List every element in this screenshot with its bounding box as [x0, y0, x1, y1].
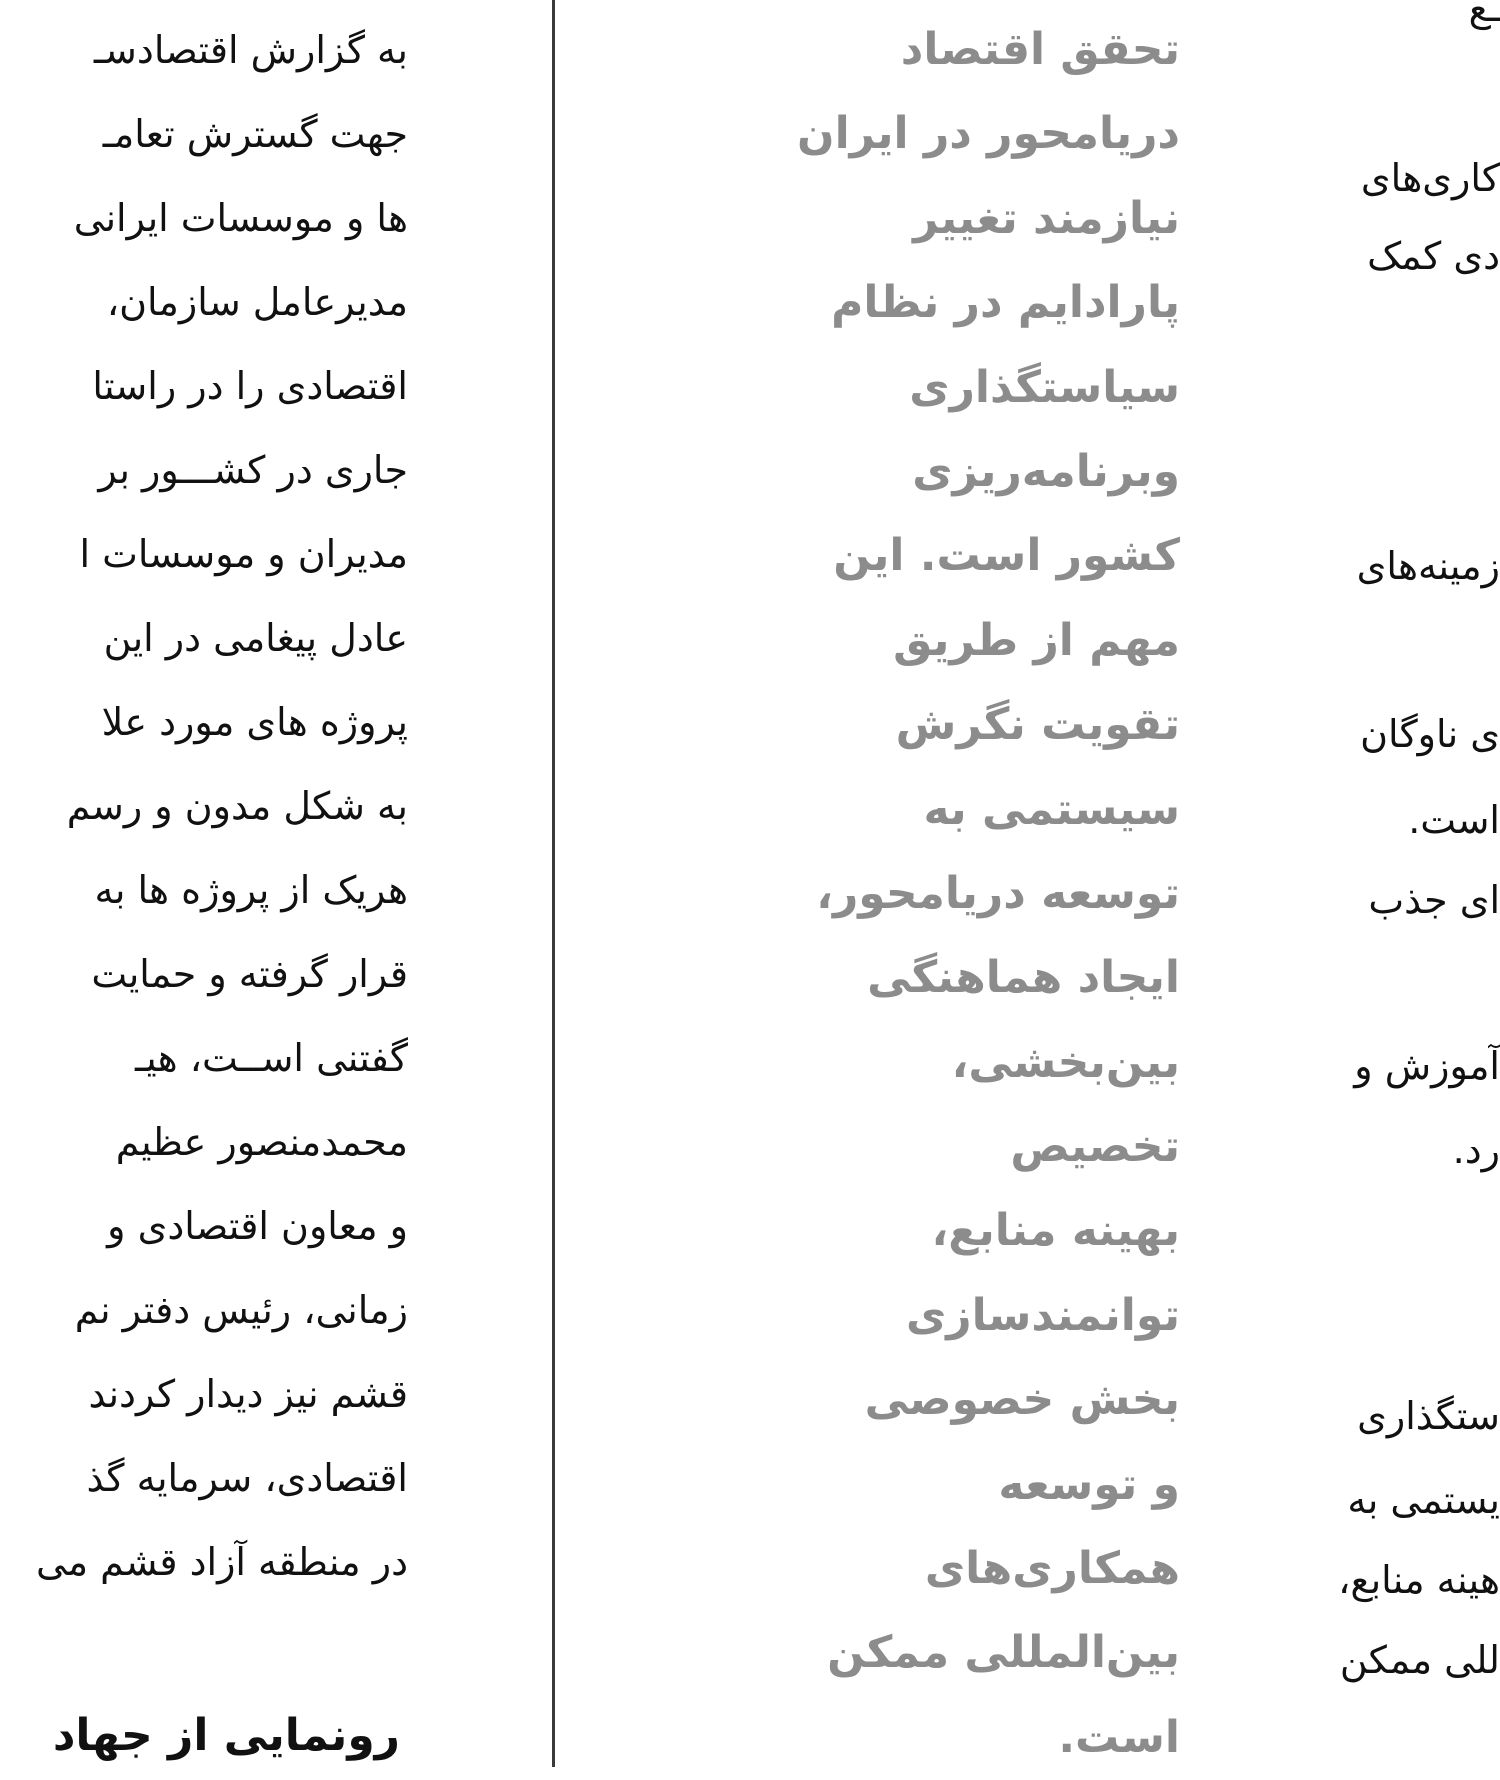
right-line: ـع: [1468, 0, 1500, 30]
right-line: للی ممکن: [1339, 1638, 1500, 1682]
pull-quote-line: سیستمی به: [923, 783, 1180, 835]
pull-quote-line: توسعه دریامحور،: [816, 867, 1180, 919]
left-line: عادل پیغامی در این: [103, 616, 408, 660]
left-line: قرار گرفته و حمایت: [91, 952, 408, 996]
right-line: دی کمک: [1367, 234, 1500, 278]
pull-quote-line: مهم از طریق: [893, 614, 1180, 666]
pull-quote-line: پارادایم در نظام: [831, 277, 1180, 329]
left-line: جهت گسترش تعامـ: [102, 112, 408, 156]
section-heading: رونمایی از جهاد: [52, 1710, 400, 1761]
pull-quote-line: بین‌المللی ممکن: [827, 1627, 1180, 1679]
right-line: یستمی به: [1347, 1478, 1500, 1522]
left-line: گفتنی اســت، هیـ: [135, 1036, 408, 1080]
left-line: اقتصادی، سرمایه گذ: [86, 1456, 408, 1500]
left-line: در منطقه آزاد قشم می: [36, 1540, 408, 1584]
pull-quote-line: تحقق اقتصاد: [900, 24, 1180, 75]
left-line: مدیرعامل سازمان،: [106, 280, 408, 324]
pull-quote-line: بین‌بخشی،: [951, 1036, 1180, 1088]
pull-quote-line: بخش خصوصی: [864, 1374, 1180, 1426]
right-line: زمینه‌های: [1356, 544, 1500, 588]
left-line: هریک از پروژه ها به: [94, 868, 408, 912]
left-line: اقتصادی را در راستا: [92, 364, 408, 408]
pull-quote-line: نیازمند تغییر: [913, 192, 1180, 244]
right-line: آموزش و: [1354, 1044, 1500, 1088]
left-line: به گزارش اقتصادسـ: [93, 28, 408, 72]
left-line: جاری در کشـــور بر: [98, 448, 408, 492]
left-line: محمدمنصور عظیم: [115, 1120, 408, 1164]
pull-quote-line: تخصیص: [1010, 1121, 1180, 1173]
right-line: کاری‌های: [1360, 156, 1500, 200]
left-line: ها و موسسات ایرانی: [73, 196, 408, 240]
left-line: پروژه های مورد علا: [101, 700, 408, 744]
left-line: قشم نیز دیدار کردند: [88, 1372, 408, 1416]
left-article-column: [0, 8, 408, 1604]
pull-quote-line: وبرنامه‌ریزی: [912, 445, 1180, 497]
left-line: مدیران و موسسات ا: [79, 532, 408, 576]
pull-quote-line: سیاستگذاری: [909, 361, 1180, 413]
pull-quote-line: کشور است. این: [833, 530, 1180, 582]
left-line: به شکل مدون و رسم: [66, 784, 408, 828]
pull-quote-line: توانمندسازی: [905, 1289, 1180, 1341]
pull-quote-line: و توسعه: [998, 1458, 1180, 1510]
left-line: زمانی، رئیس دفتر نم: [74, 1288, 408, 1332]
right-line: ای جذب: [1368, 878, 1500, 922]
right-line: است.: [1408, 798, 1500, 842]
column-divider: [552, 0, 555, 1767]
pull-quote-line: دریامحور در ایران: [797, 108, 1180, 160]
pull-quote: [660, 8, 1180, 1780]
right-line: هینه منابع،: [1338, 1558, 1500, 1602]
pull-quote-line: همکاری‌های: [924, 1543, 1180, 1595]
pull-quote-line: تقویت نگرش: [895, 699, 1180, 751]
pull-quote-line: است.: [1058, 1711, 1180, 1763]
right-line: رد.: [1452, 1128, 1500, 1172]
right-article-column: [1312, 0, 1500, 1767]
pull-quote-line: ایجاد هماهنگی: [867, 952, 1180, 1004]
right-line: ستگذاری: [1357, 1394, 1500, 1438]
right-line: ی ناوگان: [1360, 712, 1500, 756]
pull-quote-line: بهینه منابع،: [931, 1205, 1180, 1257]
left-line: و معاون اقتصادی و: [107, 1204, 408, 1248]
